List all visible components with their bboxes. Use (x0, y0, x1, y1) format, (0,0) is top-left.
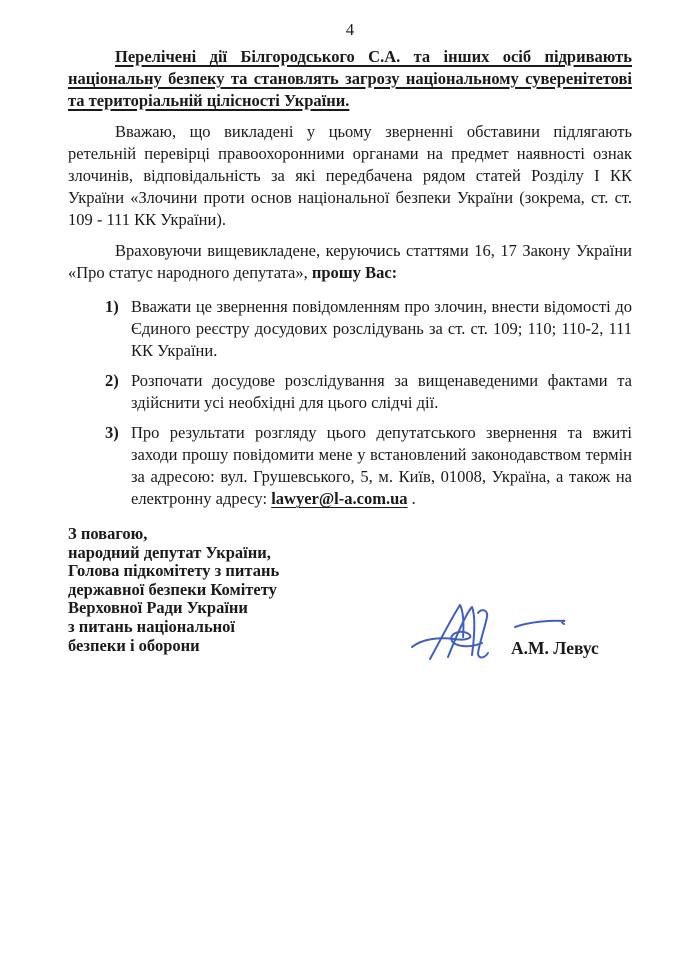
list-item (105, 422, 632, 510)
lead-statement-text: Перелічені дії Білгородського С.А. та інших осіб підривають національну безпеку та становлять загрозу національному суверенітетові та територіальній цілісності України. (68, 47, 632, 110)
request-emphasis-text: прошу Вас: (311, 263, 398, 282)
request-intro-paragraph (68, 240, 632, 284)
signature-section (68, 525, 632, 705)
signoff-line: народний депутат України, (68, 542, 271, 562)
request-list (105, 296, 632, 510)
page-number: 4 (345, 20, 355, 39)
lead-statement-paragraph (68, 46, 632, 112)
list-item (105, 370, 632, 414)
list-item-text-after-email: . (407, 489, 416, 508)
signoff-line: безпеки і оборони (68, 635, 200, 655)
signature-area (408, 603, 599, 659)
signoff-line: Верховної Ради України (68, 598, 248, 618)
list-item-marker: 1) (105, 297, 119, 316)
signoff-line: Голова підкомітету з питань (68, 561, 280, 581)
list-item-text: Розпочати досудове розслідування за вищенаведеними фактами та здійснити усі необхідні для цього слідчі дії. (131, 371, 632, 412)
signatory-name: А.М. Левус (511, 638, 599, 658)
list-item-text: Вважати це звернення повідомленням про злочин, внести відомості до Єдиного реєстру досудових розслідувань за ст. ст. 109; 110; 110-2, 111 КК України. (131, 297, 632, 360)
request-intro-text: Враховуючи вищевикладене, керуючись статтями 16, 17 Закону України «Про статус народного депутата», (68, 241, 632, 282)
signature-stroke (513, 618, 569, 630)
email-address-text: lawyer@l-a.com.ua (271, 489, 408, 508)
handwritten-signature (408, 603, 493, 663)
list-item-marker: 3) (105, 423, 119, 442)
list-item-text (131, 422, 632, 510)
assessment-paragraph: Вважаю, що викладені у цьому зверненні обставини підлягають ретельній перевірці правоохоронними органами на предмет наявності ознак злочинів, відповідальність за які передбачена рядом статей Розділу І КК України «Злочини проти основ національної безпеки України (зокрема, ст. ст. 109 - 111 КК України). (68, 122, 632, 229)
list-item-marker: 2) (105, 371, 119, 390)
signatory-name-block (511, 618, 599, 659)
list-item-text-before-email: Про результати розгляду цього депутатського звернення та вжиті заходи прошу повідомити мене у встановлений законодавством термін за адресою: вул. Грушевського, 5, м. Київ, 01008, Україна, а також на електронну адресу: (131, 423, 632, 508)
list-item (105, 296, 632, 362)
signoff-line: державної безпеки Комітету (68, 579, 277, 599)
signoff-line: з питань національної (68, 616, 236, 636)
signoff-line: З повагою, (68, 524, 148, 543)
